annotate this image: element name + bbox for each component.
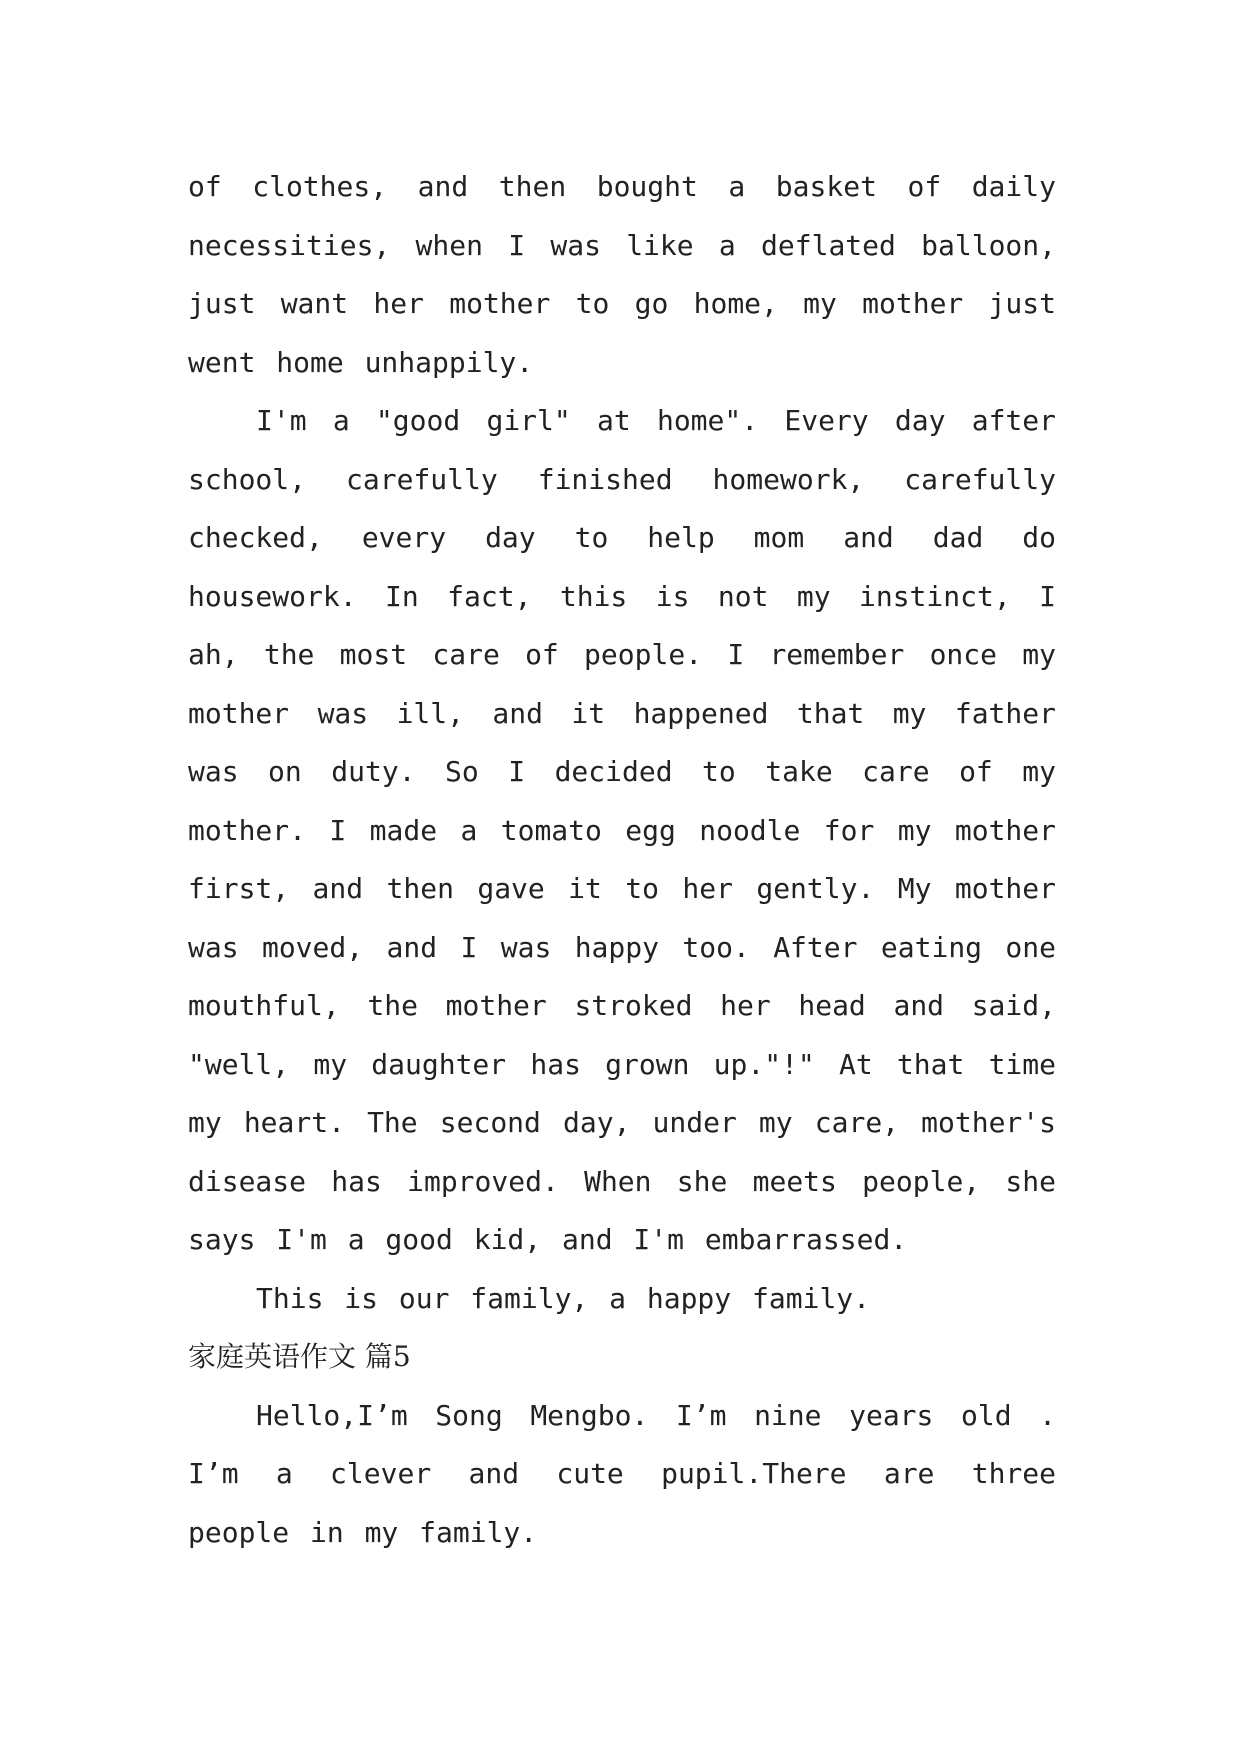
paragraph-good-girl: I'm a "good girl" at home". Every day after school, carefully finished homework, carefully checked, every day to help mom and dad do housework. In fact, this is not my instinct, I ah, the most care of people. I remember once my mother was ill, and it happened that my father was on duty. So I decided to take care of my mother. I made a tomato egg noodle for my mother first, and then gave it to her gently. My mother was moved, and I was happy too. After eating one mouthful, the mother stroked her head and said, "well, my daughter has grown up."!" At that time my heart. The second day, under my care, mother's disease has improved. When she meets people, she says I'm a good kid, and I'm embarrassed. xyxy=(188,404,1056,1256)
paragraph-continuation: of clothes, and then bought a basket of daily necessities, when I was like a deflated balloon, just want her mother to go home, my mother just went home unhappily. xyxy=(188,170,1056,379)
paragraph-introduction: Hello,I’m Song Mengbo. I’m nine years old . I’m a clever and cute pupil.There are three people in my family. xyxy=(188,1398,1056,1549)
section-heading: 家庭英语作文 篇5 xyxy=(188,1340,411,1373)
paragraph-happy-family: This is our family, a happy family. xyxy=(256,1281,871,1315)
article-body xyxy=(188,158,1056,1562)
